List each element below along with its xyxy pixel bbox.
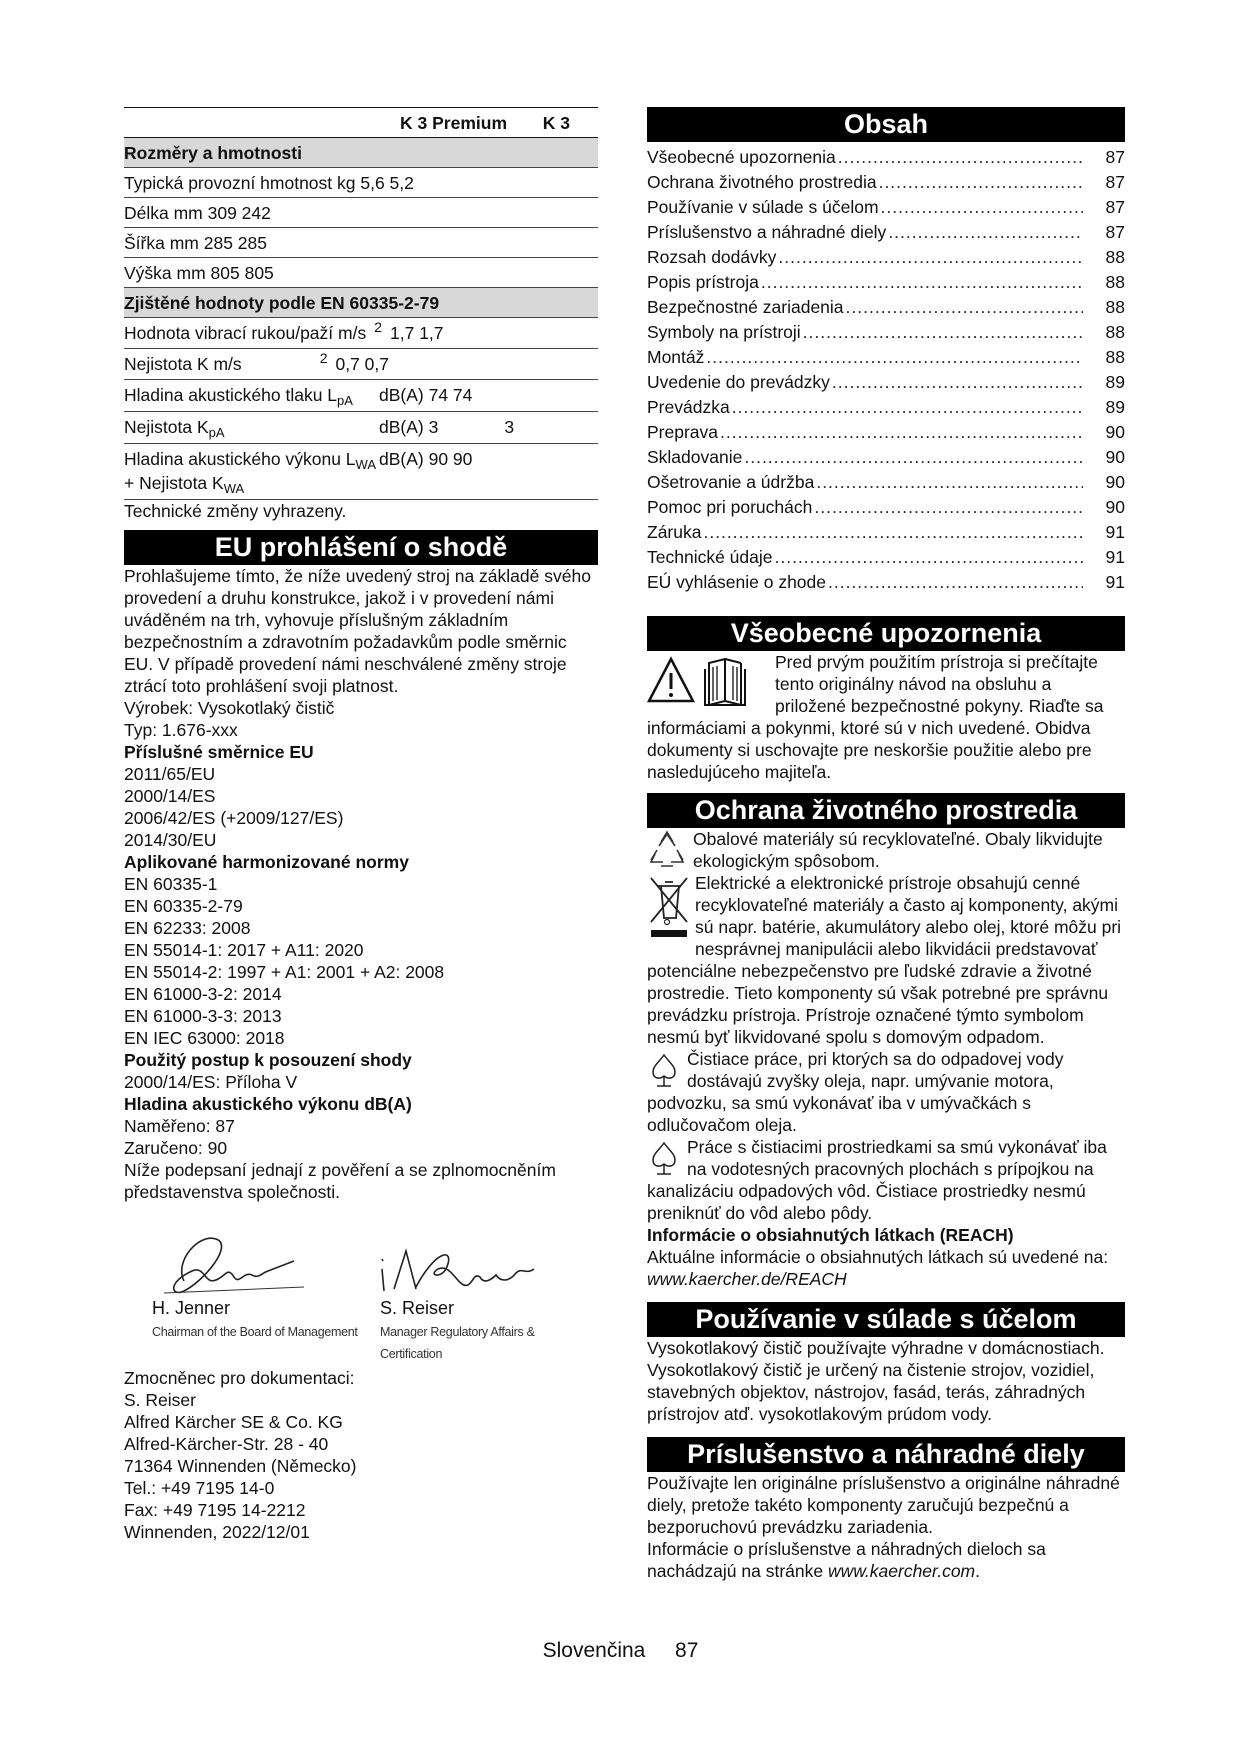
env-text-1: Obalové materiály sú recyklovateľné. Obaly likvidujte ekologickým spôsobom.: [693, 829, 1103, 871]
accessories-text-2: Informácie o príslušenstve a náhradných dieloch sa nachádzajú na stránke www.kaercher.com.: [647, 1539, 1046, 1581]
doc-rep-line: 71364 Winnenden (Německo): [124, 1456, 357, 1476]
row-length: Délka mm 309 242: [124, 198, 598, 228]
accessories-text-1: Používajte len originálne príslušenstvo a originálne náhradné diely, pretože takéto komponenty zaručujú bezpečnú a bezporuchovú prevádzku zariadenia.: [647, 1473, 1120, 1537]
kaercher-link[interactable]: www.kaercher.com: [827, 1561, 976, 1581]
general-block: [647, 651, 1125, 783]
doc-rep-line: Tel.: +49 7195 14-0: [124, 1478, 275, 1498]
doc-rep-line: Winnenden, 2022/12/01: [124, 1522, 310, 1542]
recycling-icon: [647, 830, 687, 870]
env-weee-block: [647, 872, 1125, 1048]
env-text-3: Čistiace práce, pri ktorých sa do odpadovej vody dostávajú zvyšky oleja, napr. umývanie motora, podvozku, sa smú vykonávať iba v umývačkách s odlučovačom oleja.: [647, 1049, 1064, 1135]
left-column: [124, 107, 598, 1543]
sound-pressure-label: Hladina akustického tlaku $L_{pA}$: [124, 380, 379, 412]
eu-procedure: 2000/14/ES: Příloha V: [124, 1072, 298, 1092]
eu-procedure-title: Použitý postup k posouzení shody: [124, 1050, 412, 1070]
col-header-k3: K 3: [542, 113, 570, 133]
vibration-label: Hodnota vibrací rukou/paží m/s: [124, 323, 367, 343]
uncertainty-kpa-label: Nejistota $K_{pA}$: [124, 412, 379, 444]
eu-guaranteed: Zaručeno: 90: [124, 1138, 228, 1158]
crossed-bin-icon: [647, 874, 691, 940]
row-uncertainty-k: [124, 349, 598, 380]
environment-heading: Ochrana životného prostredia: [647, 793, 1125, 828]
section-measured-values: Zjištěné hodnoty podle EN 60335-2-79: [124, 288, 598, 318]
eu-norm: EN 60335-1: [124, 874, 218, 894]
toc-item[interactable]: EÚ vyhlásenie o zhode ..... 91: [647, 571, 1125, 596]
eu-directive: 2006/42/ES (+2009/127/ES): [124, 808, 344, 828]
doc-rep-line: S. Reiser: [124, 1390, 196, 1410]
warning-manual-icon: [647, 655, 769, 707]
env-recycling-block: [647, 828, 1125, 872]
eu-norm: EN 62233: 2008: [124, 918, 251, 938]
toc-item[interactable]: Symboly na prístroji ..... 88: [647, 321, 1125, 346]
toc-item[interactable]: Pomoc pri poruchách ..... 90: [647, 496, 1125, 521]
spec-table: [124, 107, 598, 500]
table-of-contents: [647, 146, 1125, 596]
eu-directive: 2000/14/ES: [124, 786, 216, 806]
eu-directive: 2014/30/EU: [124, 830, 217, 850]
eu-type: Typ: 1.676-xxx: [124, 720, 238, 740]
eu-norm: EN 60335-2-79: [124, 896, 243, 916]
env-detergent-block: [647, 1136, 1125, 1224]
uncertainty-kpa-values: dB(A) 3 3: [379, 412, 598, 444]
toc-item[interactable]: Montáž ..... 88: [647, 346, 1125, 371]
toc-item[interactable]: Skladovanie ..... 90: [647, 446, 1125, 471]
env-text-4: Práce s čistiacimi prostriedkami sa smú vykonávať iba na vodotesných pracovných plochách s prípojkou na kanalizáciu odpadových vôd. Čistiace prostriedky nesmú preniknúť do vôd alebo pôdy.: [647, 1137, 1107, 1223]
toc-item[interactable]: Príslušenstvo a náhradné diely ..... 87: [647, 221, 1125, 246]
row-width: Šířka mm 285 285: [124, 228, 598, 258]
doc-rep-line: Fax: +49 7195 14-2212: [124, 1500, 306, 1520]
env-oil-block: [647, 1048, 1125, 1136]
signatures: [124, 1217, 598, 1367]
technical-changes-note: Technické změny vyhrazeny.: [124, 501, 347, 521]
row-height: Výška mm 805 805: [124, 258, 598, 288]
sound-pressure-values: dB(A) 74 74: [379, 380, 598, 412]
page-footer: [0, 1640, 1241, 1662]
eu-norms-title: Aplikované harmonizované normy: [124, 852, 409, 872]
toc-item[interactable]: Uvedenie do prevádzky ..... 89: [647, 371, 1125, 396]
toc-heading: Obsah: [647, 107, 1125, 142]
doc-rep-line: Alfred Kärcher SE & Co. KG: [124, 1412, 343, 1432]
doc-rep-line: Zmocněnec pro dokumentaci:: [124, 1368, 355, 1388]
uncertainty-label: Nejistota K m/s: [124, 354, 242, 374]
eu-directives-title: Příslušné směrnice EU: [124, 742, 314, 762]
toc-item[interactable]: Záruka ..... 91: [647, 521, 1125, 546]
eu-product: Výrobek: Vysokotlaký čistič: [124, 698, 335, 718]
vibration-values: 1,7 1,7: [390, 323, 444, 343]
footer-language: Slovenčina: [542, 1639, 646, 1662]
oil-separator-icon: [647, 1052, 681, 1090]
reach-title: Informácie o obsiahnutých látkach (REACH): [647, 1225, 1014, 1245]
reach-link[interactable]: www.kaercher.de/REACH: [647, 1269, 847, 1289]
eu-directive: 2011/65/EU: [124, 764, 216, 784]
eu-measured: Naměřeno: 87: [124, 1116, 235, 1136]
toc-item[interactable]: Všeobecné upozornenia ..... 87: [647, 146, 1125, 171]
toc-item[interactable]: Bezpečnostné zariadenia ..... 88: [647, 296, 1125, 321]
signer2-name: S. Reiser: [380, 1298, 455, 1318]
general-heading: Všeobecné upozornenia: [647, 616, 1125, 651]
toc-item[interactable]: Ošetrovanie a údržba ..... 90: [647, 471, 1125, 496]
eu-sound-title: Hladina akustického výkonu dB(A): [124, 1094, 412, 1114]
eu-norm: EN 61000-3-2: 2014: [124, 984, 282, 1004]
intended-use-text-1: Vysokotlakový čistič používajte výhradne v domácnostiach.: [647, 1338, 1105, 1358]
spec-col-headers: [124, 108, 598, 138]
detergent-icon: [647, 1140, 681, 1178]
reach-text: Aktuálne informácie o obsiahnutých látkach sú uvedené na: www.kaercher.de/REACH: [647, 1247, 1109, 1289]
signer1-role: Chairman of the Board of Management: [152, 1325, 358, 1339]
toc-item[interactable]: Preprava ..... 90: [647, 421, 1125, 446]
eu-norm: EN 61000-3-3: 2013: [124, 1006, 282, 1026]
uncertainty-values: 0,7 0,7: [335, 354, 390, 374]
intended-use-heading: Používanie v súlade s účelom: [647, 1302, 1125, 1337]
toc-item[interactable]: Technické údaje ..... 91: [647, 546, 1125, 571]
eu-declaration-heading: EU prohlášení o shodě: [124, 530, 598, 565]
general-text: Pred prvým použitím prístroja si prečítajte tento originálny návod na obsluhu a priložené bezpečnostné pokyny. Riaďte sa informáciami a pokynmi, ktoré sú v nich uvedené. Obidva dokumenty si uschovajte pre neskoršie použitie alebo pre nasledujúceho majiteľa.: [647, 652, 1104, 782]
accessories-heading: Príslušenstvo a náhradné diely: [647, 1437, 1125, 1472]
signer2-role: Manager Regulatory Affairs & Certification: [380, 1325, 535, 1361]
row-weight: Typická provozní hmotnost kg 5,6 5,2: [124, 168, 598, 198]
toc-item[interactable]: Používanie v súlade s účelom ..... 87: [647, 196, 1125, 221]
sound-power-values: dB(A) 90 90: [379, 444, 598, 500]
intended-use-text-2: Vysokotlakový čistič je určený na čistenie strojov, vozidiel, stavebných objektov, nástrojov, fasád, terás, záhradných prístrojov atď. vysokotlakovým prúdom vody.: [647, 1360, 1095, 1424]
env-text-2: Elektrické a elektronické prístroje obsahujú cenné recyklovateľné materiály a často aj komponenty, akými sú napr. batérie, akumulátory alebo olej, ktoré môžu pri nesprávnej manipulácii alebo likvidácii predstavovať potenciálne nebezpečenstvo pre ľudské zdravie a životné prostredie. Tieto komponenty sú však potrebné pre správnu prevádzku prístroja. Prístroje označené týmto symbolom nesmú byť likvidované spolu s domovým odpadom.: [647, 873, 1122, 1047]
eu-norm: EN 55014-1: 2017 + A11: 2020: [124, 940, 364, 960]
eu-norm: EN IEC 63000: 2018: [124, 1028, 285, 1048]
toc-item[interactable]: Prevádzka ..... 89: [647, 396, 1125, 421]
sound-power-label: Hladina akustického výkonu $L_{WA}$ + Nejistota $K_{WA}$: [124, 444, 379, 500]
col-header-k3-premium: K 3 Premium: [400, 113, 508, 133]
right-column: [647, 107, 1125, 1582]
eu-intro: Prohlašujeme tímto, že níže uvedený stroj na základě svého provedení a druhu konstrukce, jakož i v provedení námi uváděném na trh, vyhovuje příslušným základním bezpečnostním a zdravotním požadavkům podle směrnic EU. V případě provedení námi neschválené změny stroje ztrácí toto prohlášení svoji platnost.: [124, 566, 591, 696]
toc-item[interactable]: Rozsah dodávky ..... 88: [647, 246, 1125, 271]
eu-norm: EN 55014-2: 1997 + A1: 2001 + A2: 2008: [124, 962, 445, 982]
vibration-sup: 2: [374, 319, 382, 335]
row-vibration: [124, 318, 598, 349]
footer-page-number: 87: [675, 1639, 699, 1662]
signer1-name: H. Jenner: [152, 1298, 231, 1318]
toc-item[interactable]: Popis prístroja ..... 88: [647, 271, 1125, 296]
spec-header-row: [124, 108, 598, 138]
toc-item[interactable]: Ochrana životného prostredia ..... 87: [647, 171, 1125, 196]
section-dimensions: Rozměry a hmotnosti: [124, 138, 598, 168]
eu-signers-note: Níže podepsaní jednají z pověření a se zplnomocněním představenstva společnosti.: [124, 1160, 556, 1202]
doc-rep-line: Alfred-Kärcher-Str. 28 - 40: [124, 1434, 329, 1454]
uncertainty-sup: 2: [319, 350, 328, 366]
